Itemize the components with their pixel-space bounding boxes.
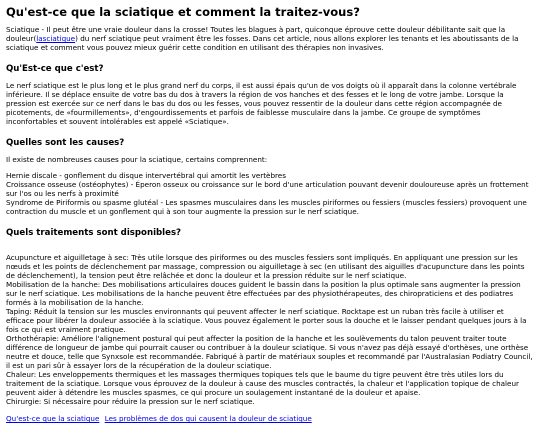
treatment-item: Taping: Réduit la tension sur les muscles environnants qui peuvent affecter le nerf sciatique. Rocktape est un ruban très facile à utiliser et efficace pour libérer la douleur associée à la sciatique. Vous pouvez également le porter sous la douche et le laisser pendant quelques jours à la fois ce qui est vraiment pratique. [6,307,527,334]
treatments-list [6,253,534,406]
cause-item: Syndrome de Piriformis ou spasme glutéal - Les spasmes musculaires dans les muscles piriformes ou fessiers (muscles fessiers) provoquent une contraction du muscle et un gonflement qui à son tour augmente la pression sur le nerf sciatique. [6,198,527,216]
intro-text-start: Sciatique - Il peut être une vraie douleur dans la crosse! Toutes les blagues à part, quiconque éprouve cette douleur débilitante sait que la douleur( [6,25,506,43]
cause-item: Hernie discale - gonflement du disque intervertébral qui amortit les vertèbres [6,171,286,180]
causes-intro: Il existe de nombreuses causes pour la sciatique, certains comprennent: [6,155,268,164]
treatment-item: Chirurgie: Si nécessaire pour réduire la pression sur le nerf sciatique. [6,397,255,406]
treatment-item: Chaleur: Les enveloppements thermiques et les massages thermiques topiques tels que le baume du tigre peuvent être très utiles lors du traitement de la sciatique. Lorsque vous éprouvez de la douleur à cause des muscles contractés, la chaleur et l'application topique de chaleur peuvent aider à détendre les muscles spasmes, ce qui procure un soulagement instantané de la douleur et apaise. [6,370,519,397]
treatment-item: Mobilisation de la hanche: Des mobilisations articulaires douces guident le bassin dans la position la plus optimale sans augmenter la pression sur le nerf sciatique. Les mobilisations de la hanche peuvent être effectuées par des physiothérapeutes, des chiropraticiens et des podiatres formés à la mobilisation de la hanche. [6,280,521,307]
footer-links [6,414,534,423]
treatment-item: Acupuncture et aiguilletage à sec: Très utile lorsque des piriformes ou des muscles fessiers sont impliqués. En appliquant une pression sur les nœuds et les points de déclenchement par massage, compression ou aiguilletage à sec (en utilisant des aiguilles d'acupuncture dans les points de déclenchement), la tension peut être relâchée et donc la douleur et la pression réduite sur le nerf sciatique. [6,253,525,280]
section-what-paragraph: Le nerf sciatique est le plus long et le plus grand nerf du corps, il est aussi épais qu'un de vos doigts où il apparaît dans la colonne vertébrale inférieure. Il se déplace ensuite de votre bas du dos à travers la région de vos hanches et des fesses et le long de votre jambe. Lorsque la pression est exercée sur ce nerf dans le bas du dos ou les fesses, vous pouvez ressentir de la douleur dans cette région accompagnée de picotements, de «fourmillements», d'engourdissements et parfois de faiblesse musculaire dans la jambe. Ce groupe de symptômes inconfortables et souvent intolérables est appelé «Sciatique». [6,81,517,126]
spacer [6,245,534,253]
footer-link-sciatique[interactable]: Qu'est-ce que la sciatique [6,414,100,423]
intro-paragraph [6,25,534,52]
page-title: Qu'est-ce que la sciatique et comment la traitez-vous? [6,5,360,19]
intro-text-end: ) du nerf sciatique peut vraiment être les fosses. Dans cet article, nous allons explorer les tenants et les aboutissants de la sciatique et comment vous pouvez mieux guérir cette condition en utilisant des thérapies non invasives. [6,34,519,52]
footer-link-back-problems[interactable]: Les problèmes de dos qui causent la douleur de sciatique [104,414,312,423]
section-heading-causes: Quelles sont les causes? [6,138,125,148]
causes-list [6,171,534,216]
lasciatique-link[interactable]: lasciatique [36,34,76,43]
cause-item: Croissance osseuse (ostéophytes) - Éperon osseux ou croissance sur le bord d'une articulation pouvant devenir douloureuse après un frottement sur l'os ou les nerfs à proximité [6,180,529,198]
treatment-item: Orthothérapie: Améliore l'alignement postural qui peut affecter la position de la hanche et les soulèvements du talon peuvent traiter toute différence de longueur de jambe qui pourrait causer ou contribuer à la douleur sciatique. Si vous n'avez pas déjà essayé d'orthèses, une orthèse neutre et douce, telle que Synxsole est recommandée. Fabriqué à partir de matériaux souples et recommandé par l'Australasian Podiatry Council, il est un pari sûr à essayer lors de la récupération de la douleur sciatique. [6,334,533,370]
section-heading-what: Qu'Est-ce que c'est? [6,64,104,74]
section-heading-treatments: Quels traitements sont disponibles? [6,228,182,238]
